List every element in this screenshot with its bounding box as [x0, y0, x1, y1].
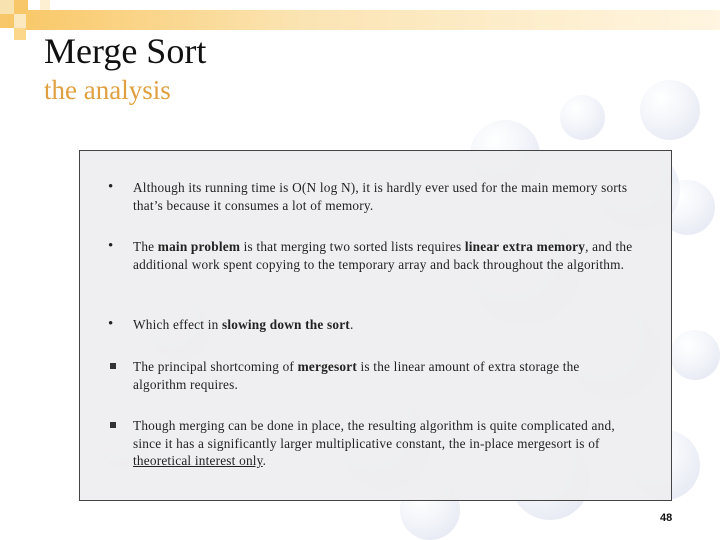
bullet-text-segment: The principal shortcoming of	[133, 359, 298, 374]
bullet-text	[133, 417, 633, 470]
corner-decoration	[0, 14, 14, 28]
bullet-text-segment: Which effect in	[133, 317, 222, 332]
slide-title: Merge Sort	[44, 31, 207, 71]
corner-decoration	[0, 0, 14, 14]
content-box	[79, 150, 672, 501]
bubble-decoration	[670, 330, 720, 380]
corner-decoration	[14, 28, 26, 40]
corner-decoration	[40, 0, 50, 10]
bullet-text-segment: .	[262, 453, 267, 468]
bullet-text-segment: is the linear amount of extra storage the algorithm requires.	[133, 359, 580, 392]
bullet-text-segment: mergesort	[297, 359, 357, 374]
bullet-dot-icon: •	[108, 179, 114, 195]
bullet-text-segment: .	[349, 317, 354, 332]
bullet-text-segment: Though merging can be done in place, the resulting algorithm is quite complicated and, since it has a significantly larger multiplicative constant, the in-place mergesort is of	[133, 418, 615, 451]
bullet-text	[133, 179, 633, 214]
bullet-text-segment: main problem	[157, 239, 241, 254]
bullet-text-segment: linear extra memory	[464, 239, 586, 254]
bullet-text-segment: slowing down the sort	[221, 317, 350, 332]
page-number: 48	[660, 512, 673, 524]
bullet-square-icon	[110, 363, 116, 369]
bullet-text	[133, 316, 633, 334]
bullet-text	[133, 358, 633, 393]
bullet-text-segment: is that merging two sorted lists requires	[240, 239, 465, 254]
bubble-decoration	[560, 95, 605, 140]
bullet-text-segment: Although its running time is O(N log N), it is hardly ever used for the main memory sorts that’s because it consumes a lot of memory.	[133, 180, 628, 213]
bullet-text-segment: , and the additional work spent copying to the temporary array and back throughout the algorithm.	[133, 239, 633, 272]
bullet-dot-icon: •	[108, 316, 114, 332]
bullet-text	[133, 238, 633, 273]
bullet-text-segment: The	[133, 239, 158, 254]
slide-subtitle: the analysis	[44, 75, 171, 105]
bullet-square-icon	[110, 422, 116, 428]
bubble-decoration	[640, 80, 700, 140]
bullet-dot-icon: •	[108, 238, 114, 254]
top-gradient-bar	[26, 10, 720, 30]
bullet-text-segment: theoretical interest only	[133, 453, 263, 468]
